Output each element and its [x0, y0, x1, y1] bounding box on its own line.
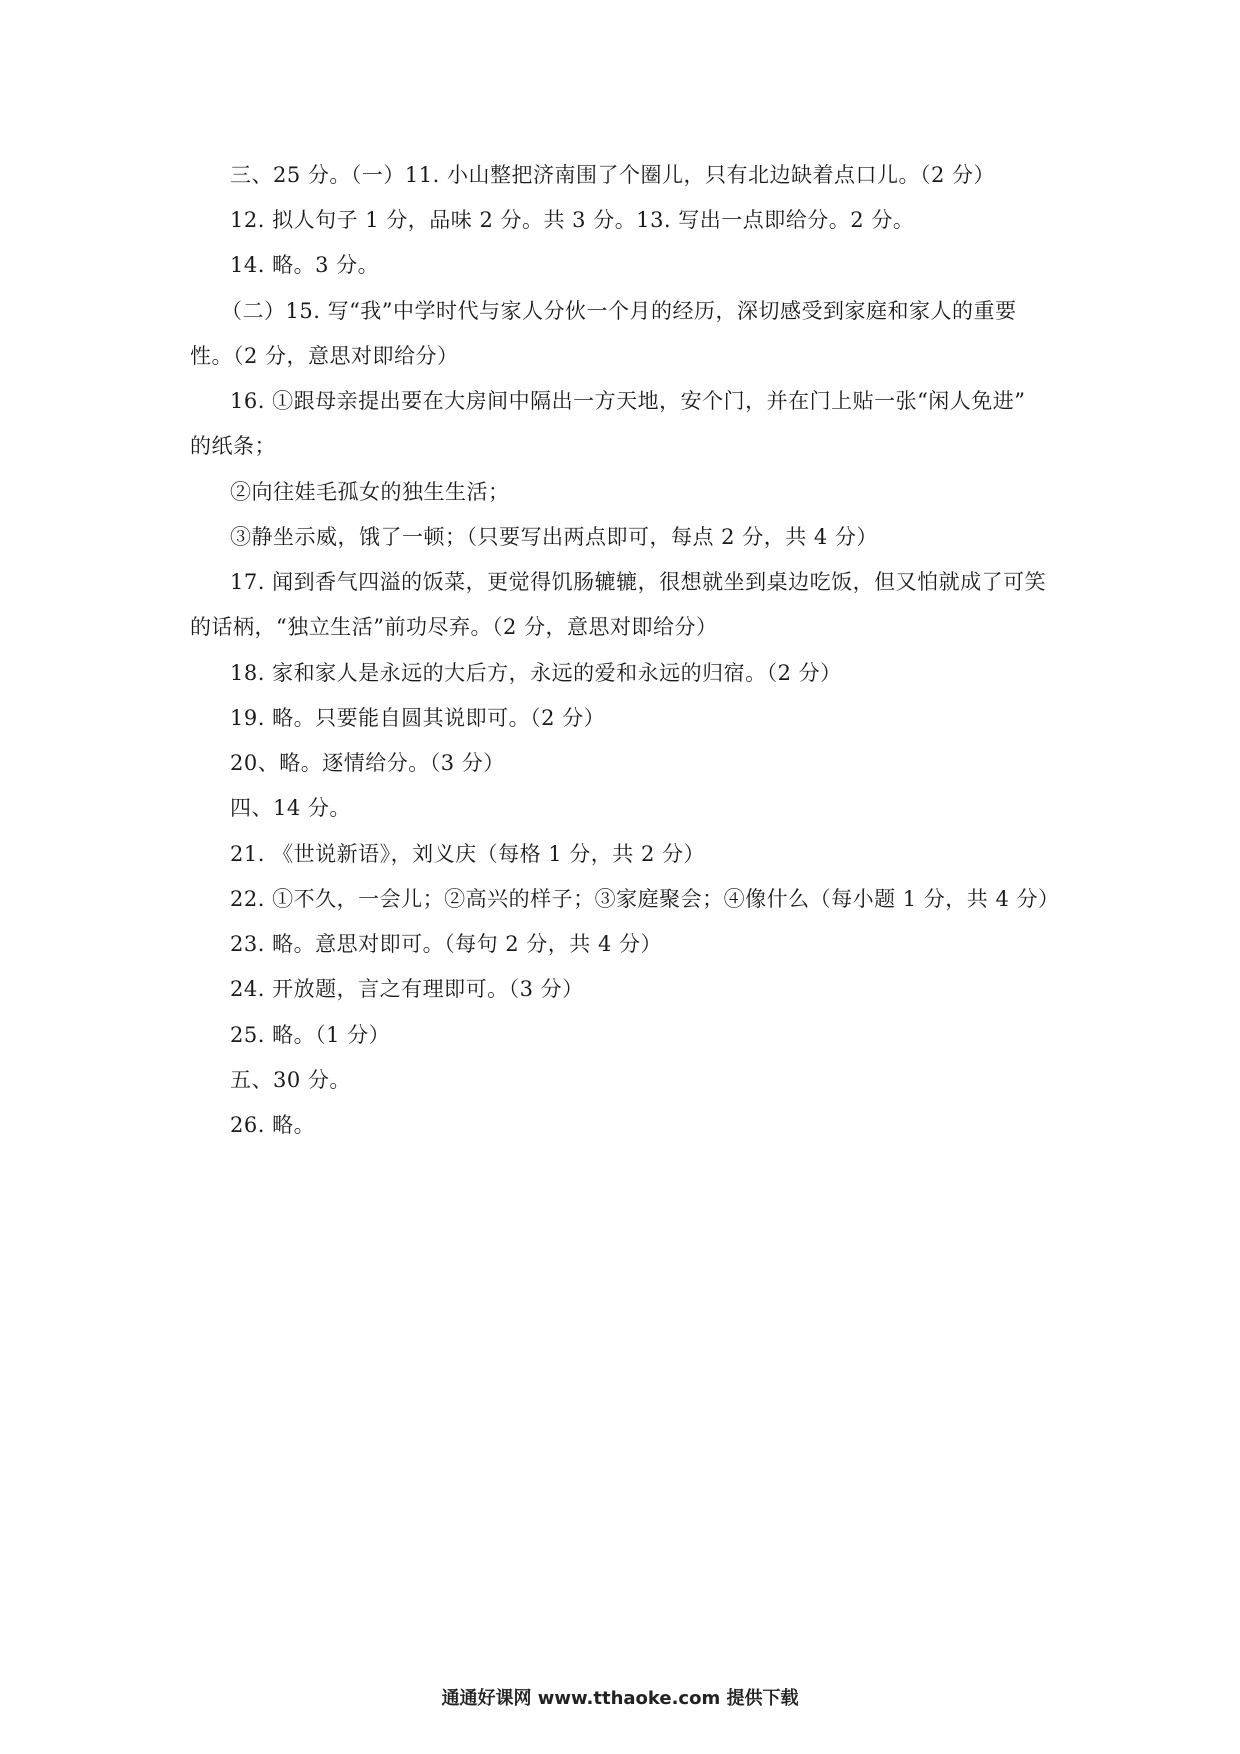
answer-line-q12-q13: 12. 拟人句子 1 分，品味 2 分。共 3 分。13. 写出一点即给分。2 分。: [230, 208, 915, 232]
answer-line-section3: 三、25 分。（一）11. 小山整把济南围了个圈儿，只有北边缺着点口儿。（2 分）: [230, 163, 996, 187]
answer-line-section4: 四、14 分。: [230, 796, 351, 820]
answer-line-section5: 五、30 分。: [230, 1068, 351, 1092]
answer-line-q26: 26. 略。: [230, 1113, 316, 1137]
answer-line-q15: （二）15. 写“我”中学时代与家人分伙一个月的经历，深切感受到家庭和家人的重要: [221, 299, 1017, 323]
answer-line-q21: 21. 《世说新语》，刘义庆（每格 1 分，共 2 分）: [230, 842, 705, 866]
answer-line-q16-point2: ②向往娃毛孤女的独生生活；: [230, 480, 510, 504]
answer-line-q16: 16. ①跟母亲提出要在大房间中隔出一方天地，安个门，并在门上贴一张“闲人免进”: [230, 389, 1026, 413]
answer-line-q22: 22. ①不久，一会儿；②高兴的样子；③家庭聚会；④像什么（每小题 1 分，共 4 分）: [230, 887, 1060, 911]
answer-line-q14: 14. 略。3 分。: [230, 253, 380, 277]
answer-line-q16-cont: 的纸条；: [190, 434, 276, 458]
answer-line-q25: 25. 略。（1 分）: [230, 1023, 391, 1047]
answer-line-q17: 17. 闻到香气四溢的饭菜，更觉得饥肠辘辘，很想就坐到桌边吃饭，但又怕就成了可笑: [230, 570, 1047, 594]
answer-line-q18: 18. 家和家人是永远的大后方，永远的爱和永远的归宿。（2 分）: [230, 661, 842, 685]
answer-line-q20: 20、略。逐情给分。（3 分）: [230, 751, 505, 775]
answer-line-q23: 23. 略。意思对即可。（每句 2 分，共 4 分）: [230, 932, 662, 956]
answer-line-q24: 24. 开放题，言之有理即可。（3 分）: [230, 977, 584, 1001]
answer-line-q16-point3: ③静坐示威，饿了一顿；（只要写出两点即可，每点 2 分，共 4 分）: [230, 525, 878, 549]
answer-line-q19: 19. 略。只要能自圆其说即可。（2 分）: [230, 706, 606, 730]
answer-line-q17-cont: 的话柄，“独立生活”前功尽弃。（2 分，意思对即给分）: [190, 615, 718, 639]
footer-credit: 通通好课网 www.tthaoke.com 提供下载: [441, 1688, 799, 1709]
answer-line-q15-cont: 性。（2 分，意思对即给分）: [190, 344, 459, 368]
